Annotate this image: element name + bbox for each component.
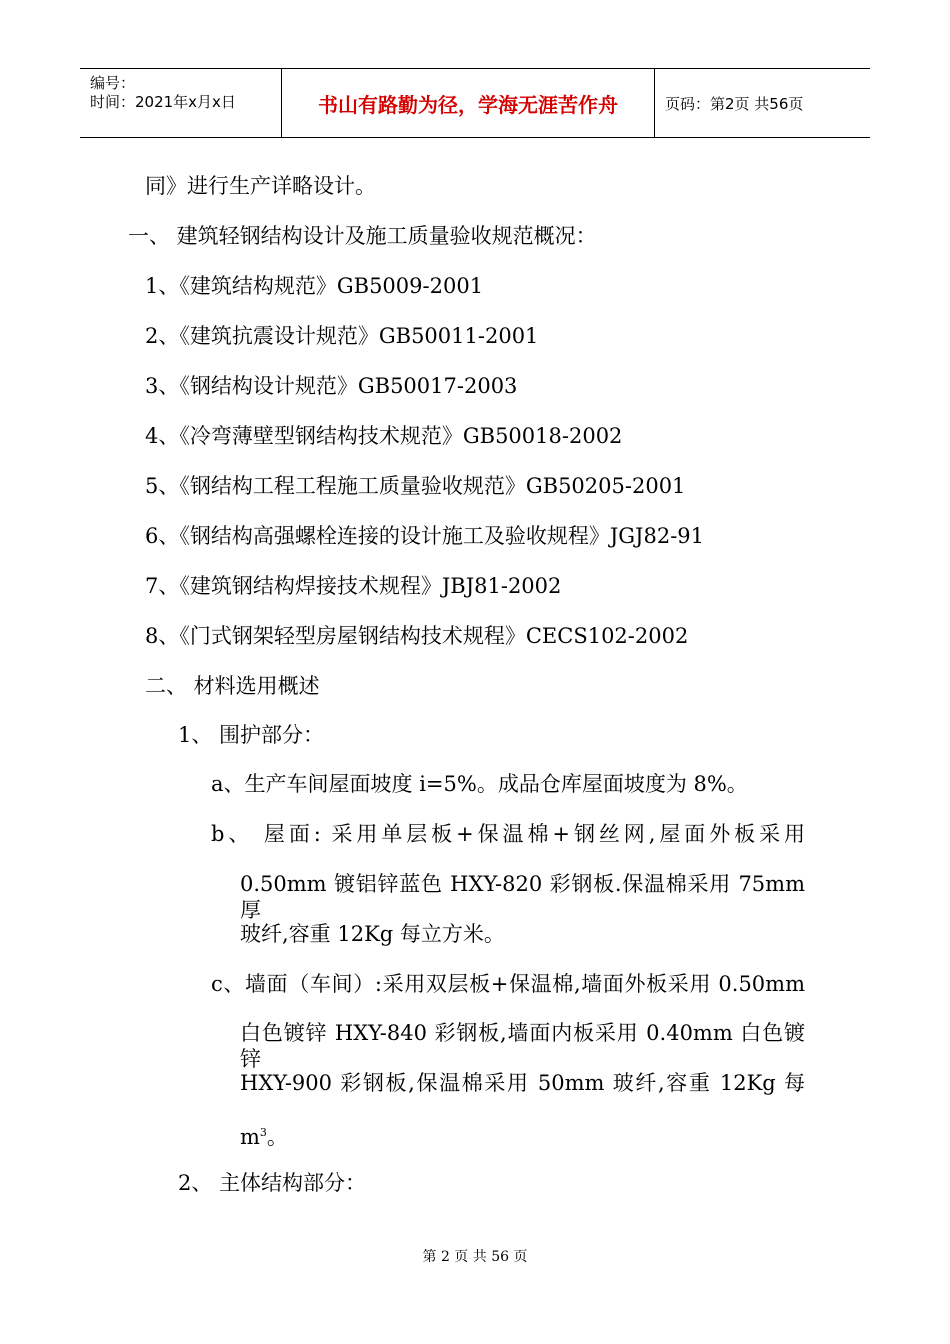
body-line: 同》进行生产详略设计。: [145, 174, 376, 198]
paragraph-line: [240, 1120, 288, 1150]
list-item: 6、《钢结构高强螺栓连接的设计施工及验收规程》JGJ82-91: [145, 524, 705, 548]
list-item: 8、《门式钢架轻型房屋钢结构技术规程》CECS102-2002: [145, 624, 689, 648]
header-page-info: 页码：第2页 共56页: [665, 94, 804, 113]
header-motto: 书山有路勤为径，学海无涯苦作舟: [282, 69, 655, 137]
list-item: 3、《钢结构设计规范》GB50017-2003: [145, 374, 518, 398]
list-item: 1、《建筑结构规范》GB5009-2001: [145, 274, 484, 298]
date-label: 时间：2021年x月x日: [90, 93, 236, 111]
list-item: 4、《冷弯薄壁型钢结构技术规范》GB50018-2002: [145, 424, 623, 448]
list-item: 2、《建筑抗震设计规范》GB50011-2001: [145, 324, 539, 348]
paragraph-line: 白色镀锌 HXY-840 彩钢板,墙面内板采用 0.40mm 白色镀锌: [240, 1021, 805, 1071]
subsection-heading: 1、 围护部分：: [178, 723, 325, 747]
section-heading: 一、 建筑轻钢结构设计及施工质量验收规范概况：: [128, 224, 597, 248]
unit-superscript: 3: [259, 1126, 267, 1139]
paragraph-line: b、 屋面: 采用单层板+保温棉+钢丝网,屋面外板采用: [211, 822, 805, 846]
paragraph-line: HXY-900 彩钢板,保温棉采用 50mm 玻纤,容重 12Kg 每: [240, 1071, 805, 1095]
paragraph-line: c、墙面（车间）:采用双层板+保温棉,墙面外板采用 0.50mm: [211, 972, 805, 996]
page-footer: 第 2 页 共 56 页: [422, 1249, 528, 1265]
section-heading: 二、 材料选用概述: [145, 674, 320, 698]
subsection-heading: 2、 主体结构部分：: [178, 1171, 367, 1195]
list-item: 5、《钢结构工程工程施工质量验收规范》GB50205-2001: [145, 474, 686, 498]
header-meta: [80, 69, 282, 137]
paragraph-line: a、生产车间屋面坡度 i=5%。成品仓库屋面坡度为 8%。: [211, 772, 748, 796]
paragraph-line: 0.50mm 镀铝锌蓝色 HXY-820 彩钢板.保温棉采用 75mm 厚: [240, 872, 805, 922]
list-item: 7、《建筑钢结构焊接技术规程》JBJ81-2002: [145, 574, 562, 598]
number-label: 编号：: [90, 74, 136, 92]
paragraph-line: 玻纤,容重 12Kg 每立方米。: [240, 922, 505, 946]
punctuation: 。: [266, 1125, 288, 1149]
unit-text: m: [240, 1125, 260, 1149]
page-header: [80, 68, 870, 138]
